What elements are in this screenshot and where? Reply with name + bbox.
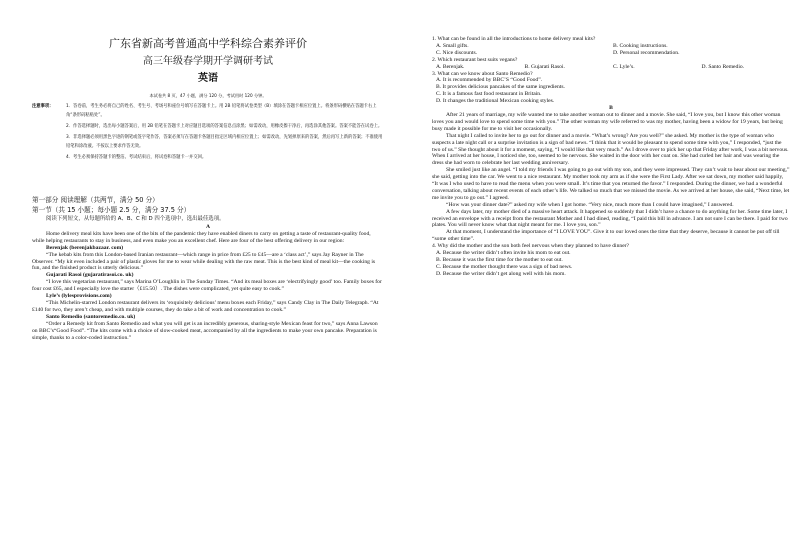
note-label: 注意事项： xyxy=(32,104,54,109)
question-options xyxy=(432,43,790,50)
restaurant-review: “This Michelin-starred London restaurant delivers its ‘exquisitely delicious’ menu boxes each Friday,” says Candy Clay in The Daily Telegraph. “At £140 for two, they aren’t cheap, and with multiple courses, they do take a bit of work and concentration to cook.” xyxy=(32,299,379,313)
question-stem: 3. What can we know about Santo Remedio? xyxy=(432,70,533,77)
question-options xyxy=(432,50,790,57)
exam-title-main: 广东省新高考普通高中学科综合素养评价 xyxy=(109,37,307,50)
option: B. Because it was the first time for the mother to eat out. xyxy=(436,257,563,263)
part-heading: 第一部分 阅读理解（共两节，满分 50 分） xyxy=(32,196,159,204)
right-column xyxy=(432,36,790,278)
restaurant-name: Lyle’s (lylesprovisions.com) xyxy=(46,293,112,300)
note-label xyxy=(32,153,66,162)
option: B. Cooking instructions. xyxy=(613,42,668,49)
note-text: 4．考生必须保持答题卡的整洁。考试结束后，将试卷和答题卡一并交回。 xyxy=(66,155,207,160)
exam-notes xyxy=(32,102,384,162)
note-label xyxy=(32,122,66,131)
option: D. Because the writer didn’t get along well with his mom. xyxy=(436,270,566,277)
note-text: 2．作答选择题时，选出每小题答案后，用 2B 铅笔在答题卡上对应题目选项的答案信息点涂黑；如需改动，用橡皮擦干净后，再选涂其他答案。答案不能答在试卷上。 xyxy=(66,124,383,129)
question-stem: 4. Why did the mother and the son both feel nervous when they planned to have dinner? xyxy=(432,243,630,250)
option: A. Berenjak. xyxy=(436,63,465,70)
note-item xyxy=(32,102,384,120)
passage-b-paragraph: At that moment, I understand the importance of “I LOVE YOU”. Give it to our loved ones the time that they deserve, because it cannot be put off till “some other time”. xyxy=(432,229,780,243)
passage-b-paragraph: A few days later, my mother died of a massive heart attack. It happened so suddenly that I didn’t have a chance to do anything for her. Some time later, I received an envelope with a receipt from the restaurant Mother and I had dined, reading, “I paid this bill in advance. I am not sure I can be there. I paid for two plates. You will never know what that night meant for me. I love you, son.” xyxy=(432,208,788,229)
restaurant-name: Gujarati Rasoi (gujaratirasoi.co. uk) xyxy=(46,272,134,279)
passage-a-intro: Home delivery meal kits have been one of the bits of the pandemic they have enabled diners to carry on getting a taste of restaurant-quality food, while helping restaurants to stay in business, and even make you an excellent chef. Here are four of the best offering delivery in our region: xyxy=(32,230,371,244)
restaurant-review: “I love this vegetarian restaurant,” says Marina O’Loughlin in The Sunday Times. “And its meal boxes are ‘electrifyingly good’ too. Family boxes for four cost £65, and I especially love the starter（£15.50）. The dishes were complicated, yet quite easy to cook.” xyxy=(32,279,382,293)
passage-a-letter: A xyxy=(205,224,211,230)
note-item xyxy=(32,122,384,131)
passage-b-paragraph: After 21 years of marriage, my wife wanted me to take another woman out to dinner and a movie. She said, “I love you, but I know this other woman loves you and would love to spend some time with you.” The other woman my wife referred to was my mother, having been a widow for 19 years, but being busy made it possible for me to visit her occasionally. xyxy=(432,111,783,132)
restaurant-review: “The kebab kits from this London-based Iranian restaurant—which range in price from £25 to £45—are a ‘class act’,” says Jay Rayner in The Observer. “My kit even included a pair of plastic gloves for me to wear while dealing with the raw meat. This is the best kind of meal kit—the cooking is fun, and the finished product is utterly delicious.” xyxy=(32,251,376,272)
passage-b-paragraph: She smiled just like an angel. “I told my friends I was going to go out with my son, and they were impressed. They can’t wait to hear about our meeting,” she said, getting into the car. We went to a nice restaurant. My mother took my arm as if she were the First Lady. After we sat down, my mother said happily, “It was I who used to have to read the menu when you were small. It’s time that you returned the favor.” I responded. During the dinner, we had a wonderful conversation, talking about recent events of each other’s life. We talked so much that we missed the movie. As we arrived at her house, she said, “Next time, let me invite you to go out.” I agreed. xyxy=(432,167,790,201)
option: C. Because the mother thought there was a sign of bad news. xyxy=(436,263,573,270)
question-options xyxy=(432,64,790,71)
note-label xyxy=(32,133,66,151)
option: D. Personal recommendation. xyxy=(613,49,680,56)
note-text: 3．非选择题必须用黑色字迹的钢笔或签字笔作答，答案必须写在答题卡各题目指定区域内相应位置上；如需改动，先划掉原来的答案，然后再写上新的答案；不准使用铅笔和涂改液。不按以上要求作答无效。 xyxy=(66,135,383,149)
option: D. Santo Remedio. xyxy=(701,63,745,70)
option: A. It is recommended by BBC’S “Good Food”. xyxy=(436,77,543,84)
question-stem: 2. Which restaurant best suits vegans? xyxy=(432,56,518,63)
option: B. Gujarati Rasoi. xyxy=(524,63,565,70)
option: C. Lyle’s. xyxy=(613,63,635,70)
exam-info: 本试卷共 8 页，47 小题，满分 120 分，考试用时 120 分钟。 xyxy=(149,93,267,98)
note-item xyxy=(32,133,384,151)
option: A. Because the writer didn’t often invite his mom to eat out. xyxy=(436,250,571,257)
passage-b-paragraph: “How was your dinner date?” asked my wife when I got home. “Very nice, much more than I could have imagined,” I answered. xyxy=(446,201,734,208)
restaurant-name: Santo Remedio (santoremedio.co. uk) xyxy=(46,313,136,320)
restaurant-name: Berenjak (berenjakbazaar. com) xyxy=(46,244,124,251)
section-heading: 第一节（共 15 小题；每小题 2.5 分，满分 37.5 分） xyxy=(32,206,191,214)
option: D. It changes the traditional Mexican cooking styles. xyxy=(436,98,555,105)
option: A. Small gifts. xyxy=(436,42,469,49)
left-column xyxy=(32,36,384,341)
passage-b-paragraph: That night I called to invite her to go out for dinner and a movie. “What’s wrong? Are you well?” she asked. My mother is the type of woman who suspects a late night call or a surprise invitation is a sign of bad news. “I think that it would be pleasant to spend some time with you,” I responded, “just the two of us.” She thought about it for a moment, saying, “I would like that very much.” As I drove over to pick her up that Friday after work, I was a bit nervous. When I arrived at her house, I noticed she, too, seemed to be nervous. She waited in the door with her coat on. She had curled her hair and was wearing the dress she had worn to celebrate her last wedding anniversary. xyxy=(432,132,789,167)
option: C. It is a famous fast food restaurant in Britain. xyxy=(436,91,542,98)
passage-b-letter: B xyxy=(609,105,613,112)
subject-title: 英语 xyxy=(198,73,218,84)
restaurant-review: “Order a Remedy kit from Santo Remedio and what you will get is an incredibly generous, sharing-style Mexican feast for two,” says Anna Lawson on BBC’s“Good Food”. “The kits come with a choice of slow-cooked meat, accompanied by all the ingredients to make your own pancake. Preparation is simple, thanks to a color-coded instruction.” xyxy=(32,320,378,341)
directions: 阅读下列短文，从每题所给的 A、B、C 和 D 四个选项中，选出最佳选项。 xyxy=(46,216,225,222)
option: B. It provides delicious pancakes of the same ingredients. xyxy=(436,84,565,91)
question-stem: 1. What can be found in all the introductions to home delivery meal kits? xyxy=(432,36,596,42)
option: C. Nice discounts. xyxy=(436,49,478,56)
note-item xyxy=(32,153,384,162)
exam-title-sub: 高三年级春学期开学调研考试 xyxy=(143,56,273,67)
note-text: 1．答卷前，考生务必将自己的姓名、考生号、考场号和座位号填写在答题卡上。用 2B 铅笔将试卷类型（B）填涂在答题卡相应位置上。将条形码横贴在答题卡右上角“条形码粘贴处”。 xyxy=(66,104,377,118)
